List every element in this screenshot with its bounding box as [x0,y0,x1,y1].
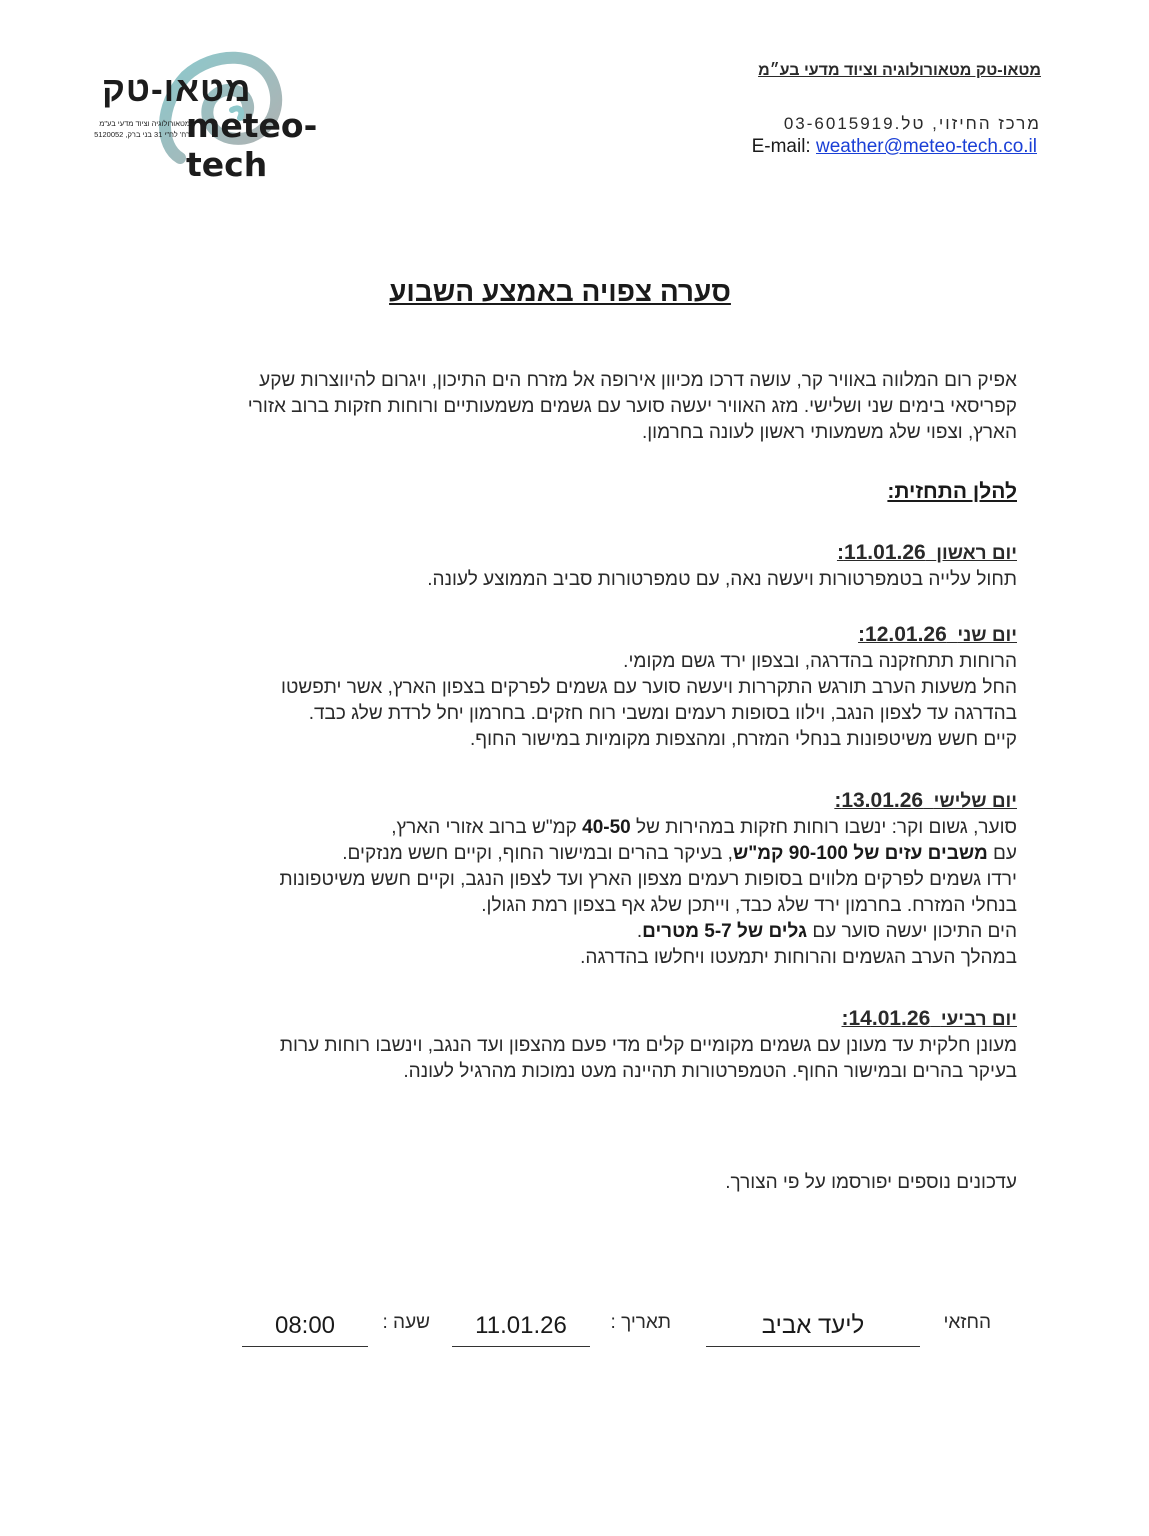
text-segment: סוער, גשום וקר: ינשבו רוחות חזקות במהירות של [636,817,1017,838]
day-name: יום ראשון [936,543,1017,564]
forecast-line: החל משעות הערב תורגש התקררות ויעשה סוער עם גשמים לפרקים בצפון הארץ, אשר יתפשטו [281,677,1017,698]
intro-line: אפיק רום המלווה באוויר קר, עושה דרכו מכיוון אירופה אל מזרח הים התיכון, ויגרום להיווצרות שקע [259,370,1017,391]
forecast-line: קיים חשש משיטפונות בנחלי המזרח, ומהצפות מקומיות במישור החוף. [470,729,1017,750]
logo-english-text: meteo-tech [186,106,318,184]
forecast-day-wednesday [280,1006,1017,1085]
forecast-line: ירדו גשמים לפרקים מלווים בסופות רעמים מצפון הארץ ועד לצפון הנגב, וקיים חשש משיטפונות [279,869,1017,890]
logo-subtitle: מטאורולוגיה וציוד מדעי בע"מ [99,119,190,128]
forecast-line: מעונן חלקית עד מעונן עם גשמים מקומיים קלים מדי פעם מהצפון ועד הנגב, וינשבו רוחות ערות [279,1035,1017,1056]
forecast-line: הרוחות תתחזקנה בהדרגה, ובצפון ירד גשם מקומי. [623,651,1017,672]
day-date: 14.01.26: [841,1007,931,1030]
intro-paragraph [248,368,1017,446]
wave-height-value: גלים של 5-7 מטרים [642,921,808,942]
intro-line: קפריסאי בימים שני ושלישי. מזג האוויר יעשה סוער עם גשמים משמעותיים ורוחות חזקות ברוב אזורי [247,396,1017,417]
forecast-day-tuesday [279,788,1017,971]
text-segment: . [636,921,643,942]
gust-speed-value: משבים עזים של 90-100 קמ"ש [732,843,988,864]
email-link[interactable]: weather@meteo-tech.co.il [816,136,1037,157]
day-date: 11.01.26: [836,541,926,564]
time-label: שעה : [382,1312,430,1333]
document-title: סערה צפויה באמצע השבוע [389,276,731,307]
text-segment: הים התיכון יעשה סוער עם [812,921,1017,942]
day-heading [281,622,1017,649]
forecast-day-sunday [427,540,1017,593]
day-date: 12.01.26: [858,623,947,646]
forecast-line [279,919,1017,945]
forecast-line [279,841,1017,867]
day-name: יום שני [957,625,1017,646]
forecast-line: תחול עלייה בטמפרטורות ויעשה נאה, עם טמפרטורות סביב הממוצע לעונה. [427,569,1017,590]
day-heading [279,788,1017,815]
day-heading [427,540,1017,567]
logo-address: רח' לח"י 31 בני ברק, 5120052 [94,130,190,139]
forecast-line: בנחלי המזרח. בחרמון ירד שלג כבד, וייתכן שלג אף בצפון רמת הגולן. [481,895,1017,916]
intro-line: הארץ, וצפוי שלג משמעותי ראשון לעונה בחרמון. [641,422,1017,443]
forecast-heading: להלן התחזית: [887,480,1017,503]
text-segment: קמ"ש ברוב אזורי הארץ, [391,817,577,838]
company-email-line [752,136,1037,158]
forecast-line: בעיקר בהרים ובמישור החוף. הטמפרטורות תהיינה מעט נמוכות מהרגיל לעונה. [403,1061,1017,1082]
date-label: תאריך : [610,1312,671,1333]
logo-hebrew-text: מטאו-טק [102,70,252,109]
day-heading [280,1006,1017,1033]
wind-speed-value: 40-50 [582,817,631,838]
forecast-line [279,815,1017,841]
day-name: יום שלישי [933,791,1017,812]
time-value: 08:00 [242,1312,368,1347]
text-segment: , בעיקר בהרים ובמישור החוף, וקיים חשש מנזקים. [342,843,733,864]
forecast-day-monday [281,622,1017,753]
company-name: מטאו-טק מטאורולוגיה וציוד מדעי בע״מ [758,62,1041,79]
day-date: 13.01.26: [834,789,924,812]
day-name: יום רביעי [940,1009,1017,1030]
updates-note: עדכונים נוספים יפורסמו על פי הצורך. [725,1172,1017,1193]
forecaster-name: ליעד אביב [706,1312,920,1347]
forecast-line: במהלך הערב הגשמים והרוחות יתמעטו ויחלשו בהדרגה. [580,947,1017,968]
forecast-line: בהדרגה עד לצפון הנגב, וילוו בסופות רעמים ומשבי רוח חזקים. בחרמון יחל לרדת שלג כבד. [308,703,1017,724]
text-segment: עם [993,843,1017,864]
company-logo [62,46,382,184]
company-address: מרכז החיזוי, טל.03-6015919 [783,114,1041,133]
date-value: 11.01.26 [452,1312,590,1347]
forecaster-label: החזאי [943,1312,991,1333]
email-label: E-mail: [751,136,811,157]
